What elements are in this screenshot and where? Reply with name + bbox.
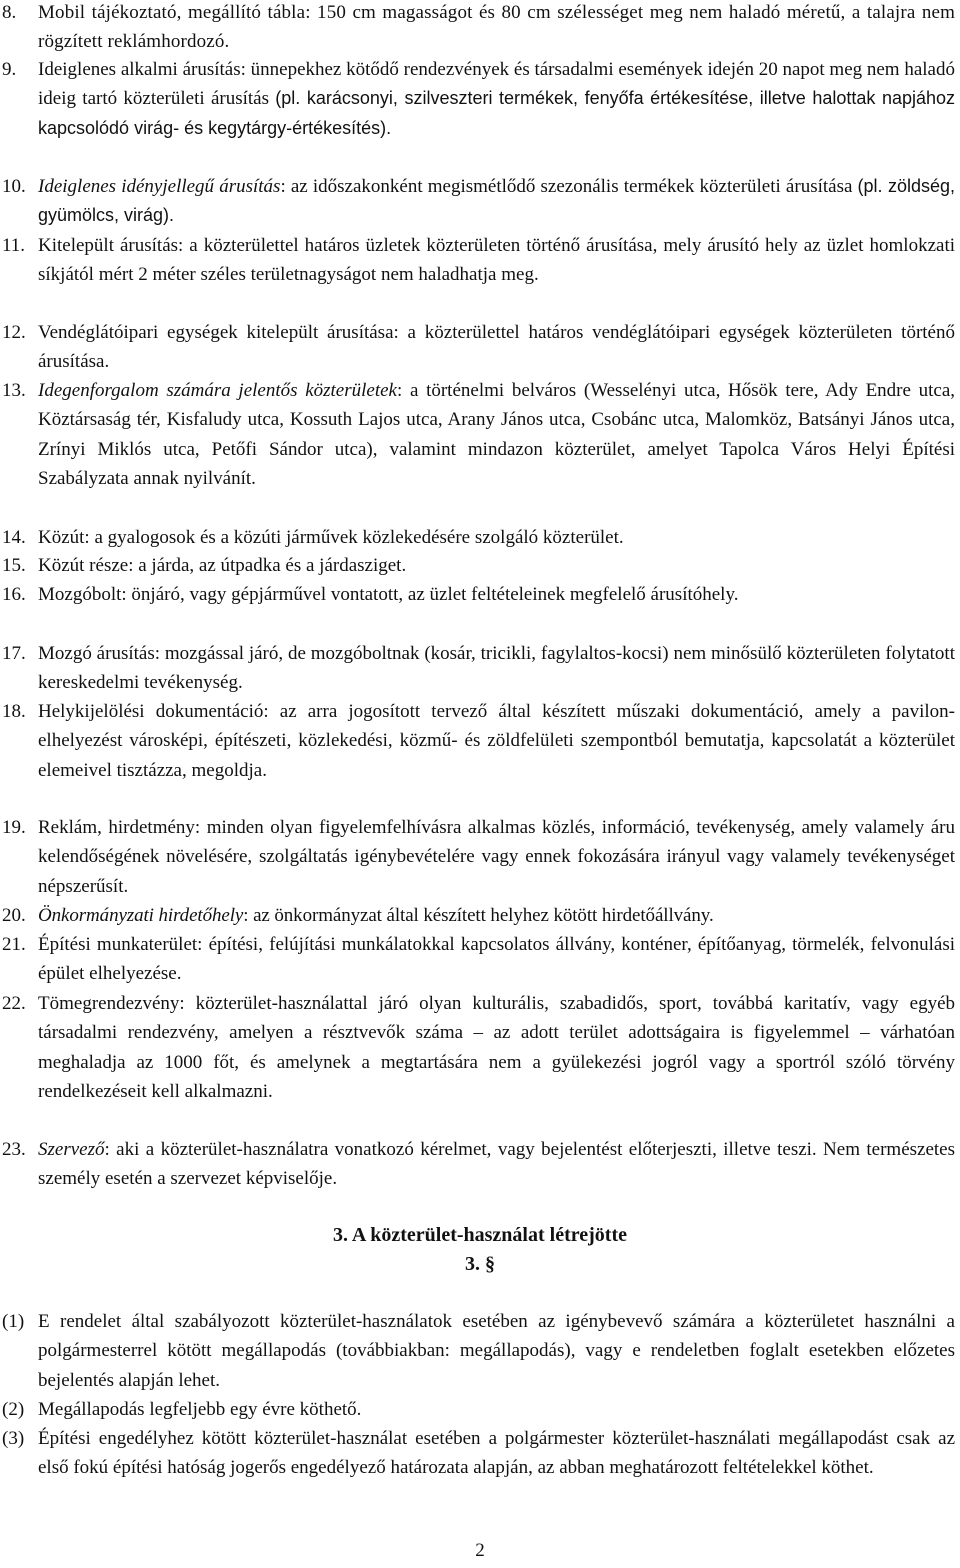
- definition-number: 16.: [2, 584, 26, 605]
- definition-number: 18.: [2, 701, 26, 722]
- paragraph-text: Megállapodás legfeljebb egy évre köthető.: [38, 1399, 362, 1420]
- paragraph-number: (2): [2, 1399, 25, 1420]
- definition-9: [0, 55, 955, 175]
- definition-number: 8.: [2, 2, 17, 23]
- definition-text: Idegenforgalom számára jelentős közterületek: a történelmi belváros (Wesselényi utca, Hősök tere, Ady Endre utca, Köztársaság tér, Kisfaludy utca, Kossuth Lajos utca, Arany János utca, Csobánc utca, Malomköz, Batsányi János utca, Zrínyi Miklós utca, Petőfi Sándor utca), valamint mindazon közterület, amelyet Tapolca Város Helyi Építési Szabályzata annak nyilvánít.: [38, 380, 956, 490]
- definition-number: 19.: [2, 817, 26, 838]
- definition-19: [0, 813, 955, 903]
- definition-23: [0, 1135, 955, 1195]
- definition-text: Tömegrendezvény: közterület-használattal járó olyan kulturális, szabadidős, sport, továbbá karitatív, vagy egyéb társadalmi rendezvény, amelyen a résztvevők száma – az adott terület adottságaira is figyelemmel – várhatóan meghaladja az 1000 főt, és amelynek a megtartására nem a gyülekezési jogról vagy a sportról szóló törvény rendelkezéseit kell alkalmazni.: [38, 993, 955, 1103]
- paragraph-2: [0, 1395, 955, 1425]
- definition-text: Reklám, hirdetmény: minden olyan figyelemfelhívásra alkalmas közlés, információ, tevékenység, amely valamely áru kelendőségének növelésére, szolgáltatás igénybevételére vagy ennek fokozására irányul vagy valamely tevékenységet népszerűsít.: [38, 817, 955, 897]
- definition-8: [0, 0, 955, 58]
- definition-number: 23.: [2, 1139, 26, 1160]
- definition-number: 20.: [2, 905, 26, 926]
- definition-number: 12.: [2, 322, 26, 343]
- definition-text: Ideiglenes alkalmi árusítás: ünnepekhez kötődő rendezvények és társadalmi események idején 20 napot meg nem haladó ideig tartó közterületi árusítás (pl. karácsonyi, szilveszteri termékek, fenyőfa értékesítése, illetve halottak napjához kapcsolódó virág- és kegytárgy-értékesítés).: [38, 59, 956, 138]
- definition-number: 10.: [2, 176, 26, 197]
- definition-text: Építési munkaterület: építési, felújítási munkálatokkal kapcsolatos állvány, konténer, építőanyag, törmelék, felvonulási épület elhelyezése.: [38, 934, 955, 985]
- paragraph-3: [0, 1424, 955, 1514]
- definition-number: 9.: [2, 59, 17, 80]
- paragraph-number: (3): [2, 1428, 25, 1449]
- definition-text: Helykijelölési dokumentáció: az arra jogosított tervező által készített műszaki dokumentáció, amely a pavilon- elhelyezést városképi, építészeti, közlekedési, közmű- és zöldfelületi szempontból bemutatja, kapcsolatát a közterület elemeivel tisztázza, megoldja.: [38, 701, 955, 781]
- definition-15: [0, 551, 955, 581]
- definition-18: [0, 697, 955, 817]
- definition-text: Vendéglátóipari egységek kitelepült árusítása: a közterülettel határos vendéglátóipari egységek közterületen történő árusítása.: [38, 322, 955, 373]
- section-title: 3. A közterület-használat létrejötte: [333, 1224, 627, 1246]
- definition-number: 22.: [2, 993, 26, 1014]
- paragraph-text: E rendelet által szabályozott közterület-használatok esetében az igénybevevő számára a közterületet használni a polgármesterrel kötött megállapodás (továbbiakban: megállapodás), vagy e rendeletben foglalt esetekben előzetes bejelentés alapján lehet.: [38, 1311, 955, 1391]
- page-number: 2: [475, 1540, 485, 1561]
- definition-11: [0, 231, 955, 321]
- definition-number: 11.: [2, 235, 26, 256]
- definition-number: 17.: [2, 643, 26, 664]
- definition-21: [0, 930, 955, 990]
- definition-text: Szervező: aki a közterület-használatra vonatkozó kérelmet, vagy bejelentést előterjeszti, illetve teszi. Nem természetes személy esetén a szervezet képviselője.: [38, 1139, 955, 1190]
- definition-text: Mozgóbolt: önjáró, vagy gépjárművel vontatott, az üzlet feltételeinek megfelelő árusítóhely.: [38, 584, 739, 605]
- section-paragraph-mark: 3. §: [465, 1253, 495, 1275]
- definition-20: [0, 901, 955, 931]
- definition-text: Közút: a gyalogosok és a közúti járművek közlekedésére szolgáló közterület.: [38, 527, 624, 548]
- definition-16: [0, 580, 955, 640]
- definition-14: [0, 523, 955, 553]
- definition-number: 14.: [2, 527, 26, 548]
- definition-text: Mozgó árusítás: mozgással járó, de mozgóboltnak (kosár, tricikli, fagylaltos-kocsi) nem minősülő közterületen folytatott kereskedelmi tevékenység.: [38, 643, 955, 694]
- definition-17: [0, 639, 955, 699]
- definition-text: Ideiglenes idényjellegű árusítás: az időszakonként megismétlődő szezonális termékek közterületi árusítása (pl. zöldség, gyümölcs, virág).: [38, 176, 955, 226]
- paragraph-1: [0, 1307, 955, 1397]
- definition-number: 13.: [2, 380, 26, 401]
- paragraph-number: (1): [2, 1311, 25, 1332]
- definition-number: 21.: [2, 934, 26, 955]
- definition-13: [0, 376, 955, 526]
- definition-text: Kitelepült árusítás: a közterülettel határos üzletek közterületen történő árusítása, mely árusító hely az üzlet homlokzati síkjától mért 2 méter széles területnagyságot nem haladhatja meg.: [38, 235, 955, 286]
- paragraph-text: Építési engedélyhez kötött közterület-használat esetében a polgármester közterület-használati megállapodást csak az első fokú építési hatóság jogerős engedélyező határozata alapján, az abban meghatározott feltételekkel köthet.: [38, 1428, 955, 1479]
- definition-text: Önkormányzati hirdetőhely: az önkormányzat által készített helyhez kötött hirdetőállvány.: [38, 905, 714, 926]
- definition-number: 15.: [2, 555, 26, 576]
- definition-12: [0, 318, 955, 378]
- definition-10: [0, 172, 955, 232]
- definition-text: Közút része: a járda, az útpadka és a járdasziget.: [38, 555, 407, 576]
- definition-22: [0, 989, 955, 1139]
- definition-text: Mobil tájékoztató, megállító tábla: 150 cm magasságot és 80 cm szélességet meg nem haladó méretű, a talajra nem rögzített reklámhordozó.: [38, 2, 955, 53]
